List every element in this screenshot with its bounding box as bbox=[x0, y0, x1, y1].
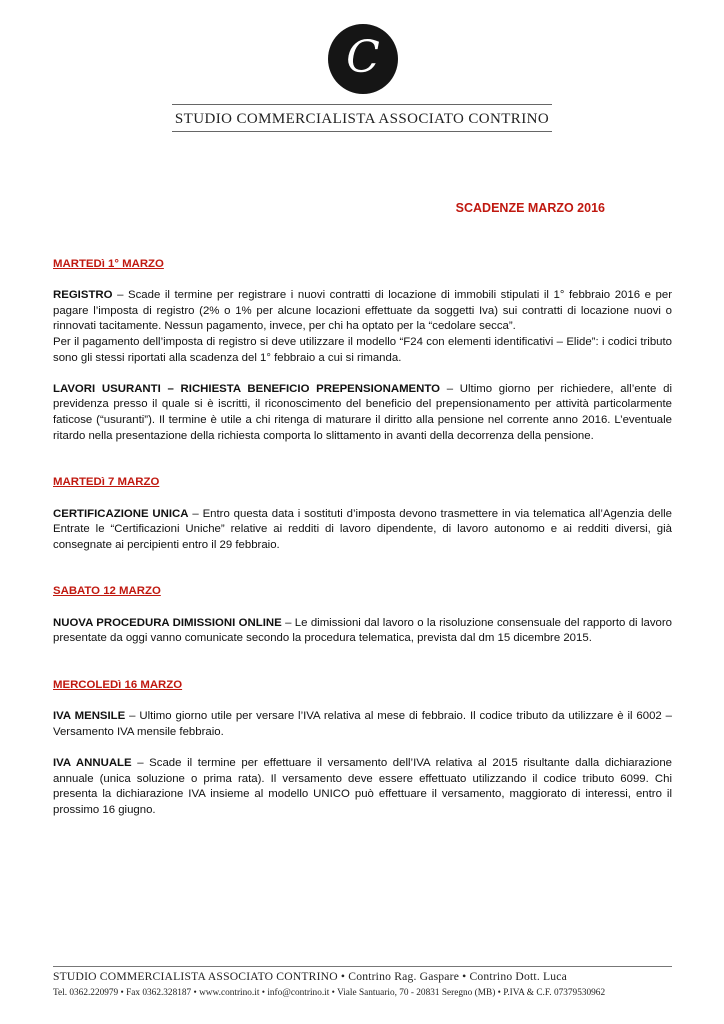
paragraph-certificazione-unica bbox=[53, 507, 672, 554]
item-heading: NUOVA PROCEDURA DIMISSIONI ONLINE bbox=[53, 616, 282, 629]
section-date: MARTEDì 7 MARZO bbox=[53, 476, 160, 489]
paragraph-registro bbox=[53, 288, 672, 335]
footer-contacts: Tel. 0362.220979 • Fax 0362.328187 • www.contrino.it • info@contrino.it • Viale Santuario, 70 - 20831 Seregno (MB) • P.IVA & C.F. 07379530962 bbox=[53, 988, 606, 998]
header-rule-top bbox=[172, 104, 552, 105]
item-text: – Scade il termine per effettuare il versamento dell’IVA relativa al 2015 risultante dalla dichiarazione annuale (unica soluzione o prima rata). Il versamento deve essere effettuato utilizzando il codice tributo 6099. Chi presenta la dichiarazione IVA insieme al modello UNICO può effettuare il versamento, maggiorato di interessi, entro il prossimo 16 giugno. bbox=[53, 757, 672, 816]
paragraph-lavori-usuranti bbox=[53, 382, 672, 444]
header-rule-bottom bbox=[172, 131, 552, 132]
item-heading: IVA ANNUALE bbox=[53, 757, 132, 769]
item-text: – Ultimo giorno utile per versare l’IVA relativa al mese di febbraio. Il codice tributo da utilizzare è il 6002 – Versamento IVA mensile febbraio. bbox=[53, 710, 672, 738]
paragraph-registro-extra: Per il pagamento dell’imposta di registro si deve utilizzare il modello “F24 con elementi identificativi – Elide”: i codici tributo sono gli stessi riportati alla scadenza del 1° febbraio a cui si rimanda. bbox=[53, 335, 672, 364]
item-heading: CERTIFICAZIONE UNICA bbox=[53, 507, 189, 520]
logo-letter: C bbox=[346, 32, 380, 83]
section-date: SABATO 12 MARZO bbox=[53, 585, 161, 598]
studio-name: STUDIO COMMERCIALISTA ASSOCIATO CONTRINO bbox=[174, 111, 550, 127]
footer-studio-partners: STUDIO COMMERCIALISTA ASSOCIATO CONTRINO • Contrino Rag. Gaspare • Contrino Dott. Luca bbox=[53, 970, 567, 983]
paragraph-iva-annuale bbox=[53, 756, 672, 818]
footer-rule bbox=[53, 966, 672, 967]
section-date: MERCOLEDì 16 MARZO bbox=[53, 679, 183, 692]
item-heading: IVA MENSILE bbox=[53, 710, 126, 723]
item-heading: LAVORI USURANTI – RICHIESTA BENEFICIO PREPENSIONAMENTO bbox=[53, 382, 440, 395]
item-text: – Le dimissioni dal lavoro o la risoluzione consensuale del rapporto di lavoro presentate da oggi vanno comunicate secondo la procedura telematica, prevista dal dm 15 dicembre 2015. bbox=[53, 616, 672, 645]
paragraph-iva-mensile bbox=[53, 709, 672, 740]
paragraph-dimissioni-online bbox=[53, 616, 672, 647]
item-heading: REGISTRO bbox=[53, 289, 113, 302]
item-text: – Ultimo giorno per richiedere, all’ente di previdenza presso il quale si è iscritti, il riconoscimento del beneficio del prepensionamento per attività particolarmente faticose (“usuranti”). Il termine è utile a chi ritenga di maturare il diritto alla pensione nel corrente anno 2016. L’eventuale ritardo nella presentazione della richiesta comporta lo slittamento in avanti della decorrenza della pensione. bbox=[53, 382, 672, 442]
item-text: – Scade il termine per registrare i nuovi contratti di locazione di immobili stipulati il 1° febbraio 2016 e per pagare l’imposta di registro (2% o 1% per alcune locazioni effettuate da soggetti Iva) sui contratti di locazione nuovi o rinnovati tacitamente. Nessun pagamento, invece, per chi ha optato per la “cedolare secca”. bbox=[53, 289, 672, 333]
section-date: MARTEDì 1° MARZO bbox=[53, 258, 164, 270]
document-title: SCADENZE MARZO 2016 bbox=[455, 201, 605, 215]
document-body bbox=[53, 257, 672, 818]
studio-logo bbox=[328, 24, 398, 94]
item-text: – Entro questa data i sostituti d’imposta devono trasmettere in via telematica all’Agenzia delle Entrate le “Certificazioni Uniche” relative ai redditi di lavoro dipendente, di lavoro autonomo e ai redditi diversi, già consegnate ai percipienti entro il 29 febbraio. bbox=[53, 507, 672, 551]
